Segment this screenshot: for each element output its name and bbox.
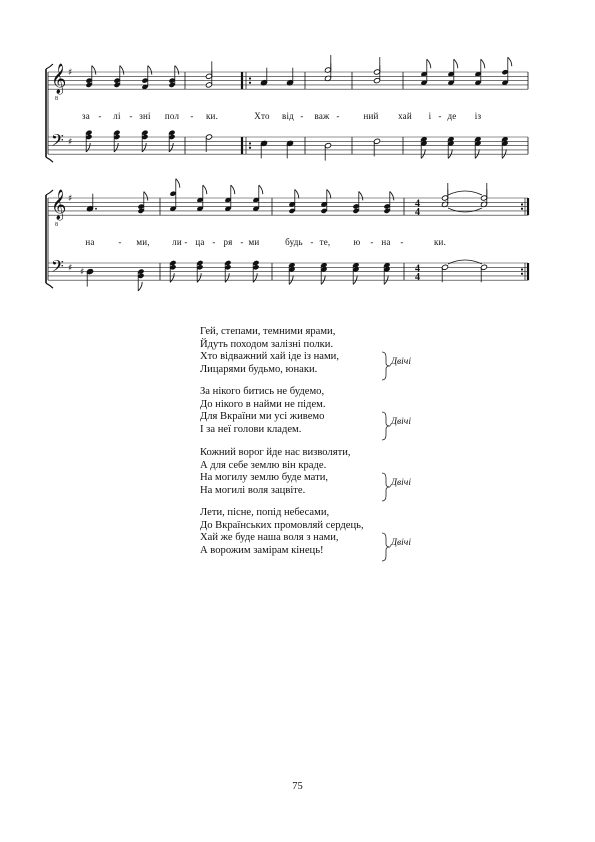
verse-1 — [200, 326, 339, 376]
repeat-dot — [521, 203, 523, 205]
repeat-brace-3 — [381, 472, 391, 502]
lyric-syllable: де — [447, 111, 457, 121]
time-signature-top: 4 — [415, 198, 420, 210]
note-flag — [259, 185, 263, 194]
verse-line: За нікого битись не будемо, — [200, 386, 325, 397]
tie — [448, 260, 482, 264]
note-flag — [231, 185, 235, 194]
verse-line: А ворожим замірам кінець! — [200, 544, 324, 556]
repeat-label-3: Двічі — [391, 478, 411, 488]
lyric-syllable: те, — [319, 237, 331, 247]
note-flag — [170, 273, 174, 282]
lyric-syllable: лі — [113, 111, 121, 121]
lyric-syllable: важ — [314, 111, 330, 121]
repeat-dot — [521, 208, 523, 210]
lyric-syllable: ми, — [136, 237, 150, 247]
verse-line: І за неї голови кладем. — [200, 423, 302, 435]
lyric-syllable: Хто — [254, 111, 270, 121]
tie — [448, 208, 482, 212]
repeat-brace-4 — [381, 532, 391, 562]
lyric-syllable: за — [82, 111, 90, 121]
repeat-label-4: Двічі — [391, 538, 411, 548]
repeat-dot — [521, 273, 523, 275]
syllable-hyphen: - — [118, 237, 122, 247]
lyric-syllable: будь — [285, 237, 303, 247]
bass-clef-icon: 𝄢 — [51, 256, 64, 280]
lyric-syllable: хай — [398, 111, 412, 121]
augmentation-dot — [95, 208, 97, 210]
note-flag — [289, 275, 293, 284]
syllable-hyphen: - — [438, 111, 442, 121]
syllable-hyphen: - — [212, 237, 216, 247]
repeat-brace-2 — [381, 411, 391, 441]
syllable-hyphen: - — [336, 111, 340, 121]
octave-mark: 8 — [55, 222, 58, 228]
verse-line: До нікого в найми не підем. — [200, 398, 326, 410]
sharp-icon: ♯ — [68, 68, 73, 78]
lyric-syllable: пол — [164, 111, 180, 121]
sharp-icon: ♯ — [68, 194, 73, 204]
syllable-hyphen: - — [184, 237, 188, 247]
lyric-syllable: ца — [195, 237, 205, 247]
note-flag — [144, 192, 148, 201]
repeat-brace-1 — [381, 351, 391, 381]
note-flag — [225, 273, 229, 282]
page-number: 75 — [292, 781, 303, 792]
verse-line: Лицарями будьмо, юнаки. — [200, 363, 318, 375]
verse-line: Лети, пісне, попід небесами, — [200, 507, 330, 518]
note-flag — [390, 191, 394, 200]
syllable-hyphen: - — [129, 111, 133, 121]
note-flag — [253, 273, 257, 282]
repeat-label-1: Двічі — [391, 357, 411, 367]
repeat-dot — [521, 268, 523, 270]
lyric-syllable: ки. — [205, 111, 219, 121]
verse-line: А для себе землю він краде. — [200, 459, 327, 471]
system-bracket — [46, 283, 53, 288]
octave-mark: 8 — [55, 96, 58, 102]
lyric-syllable: і — [428, 111, 432, 121]
syllable-hyphen: - — [240, 237, 244, 247]
treble-clef-icon: 𝄞 — [51, 64, 67, 94]
note-flag — [384, 275, 388, 284]
note-flag — [359, 191, 363, 200]
note-flag — [295, 189, 299, 198]
note-flag — [197, 273, 201, 282]
note-flag — [353, 275, 357, 284]
note-flag — [176, 179, 180, 188]
sharp-icon: ♯ — [80, 267, 85, 278]
syllable-hyphen: - — [300, 111, 304, 121]
lyric-syllable: на — [381, 237, 391, 247]
verse-line: До Вкраїнських промовляй сердець, — [200, 519, 364, 531]
verse-line: На могилу землю буде мати, — [200, 472, 329, 484]
syllable-hyphen: - — [310, 237, 314, 247]
sharp-icon: ♯ — [68, 137, 73, 148]
syllable-hyphen: - — [370, 237, 374, 247]
lyric-syllable: із — [474, 111, 482, 121]
syllable-hyphen: - — [190, 111, 194, 121]
note-flag — [203, 185, 207, 194]
lyric-syllable: на — [85, 237, 95, 247]
verse-line: Хто відважний хай іде із нами, — [200, 351, 339, 363]
lyric-syllable: зні — [139, 111, 151, 121]
verse-line: Кожний ворог йде нас визволяти, — [200, 447, 351, 458]
lyric-syllable: ли — [172, 237, 182, 247]
note-flag — [321, 275, 325, 284]
lyric-syllable: ки. — [433, 237, 447, 247]
verse-line: Йдуть походом залізні полки. — [200, 338, 334, 350]
lyric-syllable: ми — [248, 237, 260, 247]
note-flag — [327, 189, 331, 198]
time-signature-bottom: 4 — [415, 207, 420, 218]
repeat-label-2: Двічі — [391, 417, 411, 427]
note-flag — [138, 282, 142, 291]
verse-line: На могилі воля зацвіте. — [200, 484, 306, 496]
syllable-hyphen: - — [98, 111, 102, 121]
lyric-syllable: ря — [223, 237, 233, 247]
verse-line: Хай же буде наша воля з нами, — [200, 532, 339, 544]
lyrics-row-2 — [0, 237, 595, 249]
time-signature-bottom: 4 — [415, 272, 420, 283]
bass-clef-icon: 𝄢 — [51, 130, 64, 154]
time-signature-top: 4 — [415, 263, 420, 275]
verse-line: Для Вкраїни ми усі живемо — [200, 411, 325, 423]
verse-line: Гей, степами, темними ярами, — [200, 326, 336, 337]
treble-clef-icon: 𝄞 — [51, 190, 67, 220]
verse-3 — [200, 447, 351, 497]
verse-4 — [200, 507, 364, 557]
lyric-syllable: ний — [363, 111, 379, 121]
verse-2 — [200, 386, 326, 436]
tie — [448, 191, 482, 195]
staff-system-2-graphic — [0, 0, 595, 300]
syllable-hyphen: - — [400, 237, 404, 247]
lyric-syllable: від — [282, 111, 294, 121]
lyric-syllable: ю — [353, 237, 361, 247]
sharp-icon: ♯ — [68, 263, 73, 274]
